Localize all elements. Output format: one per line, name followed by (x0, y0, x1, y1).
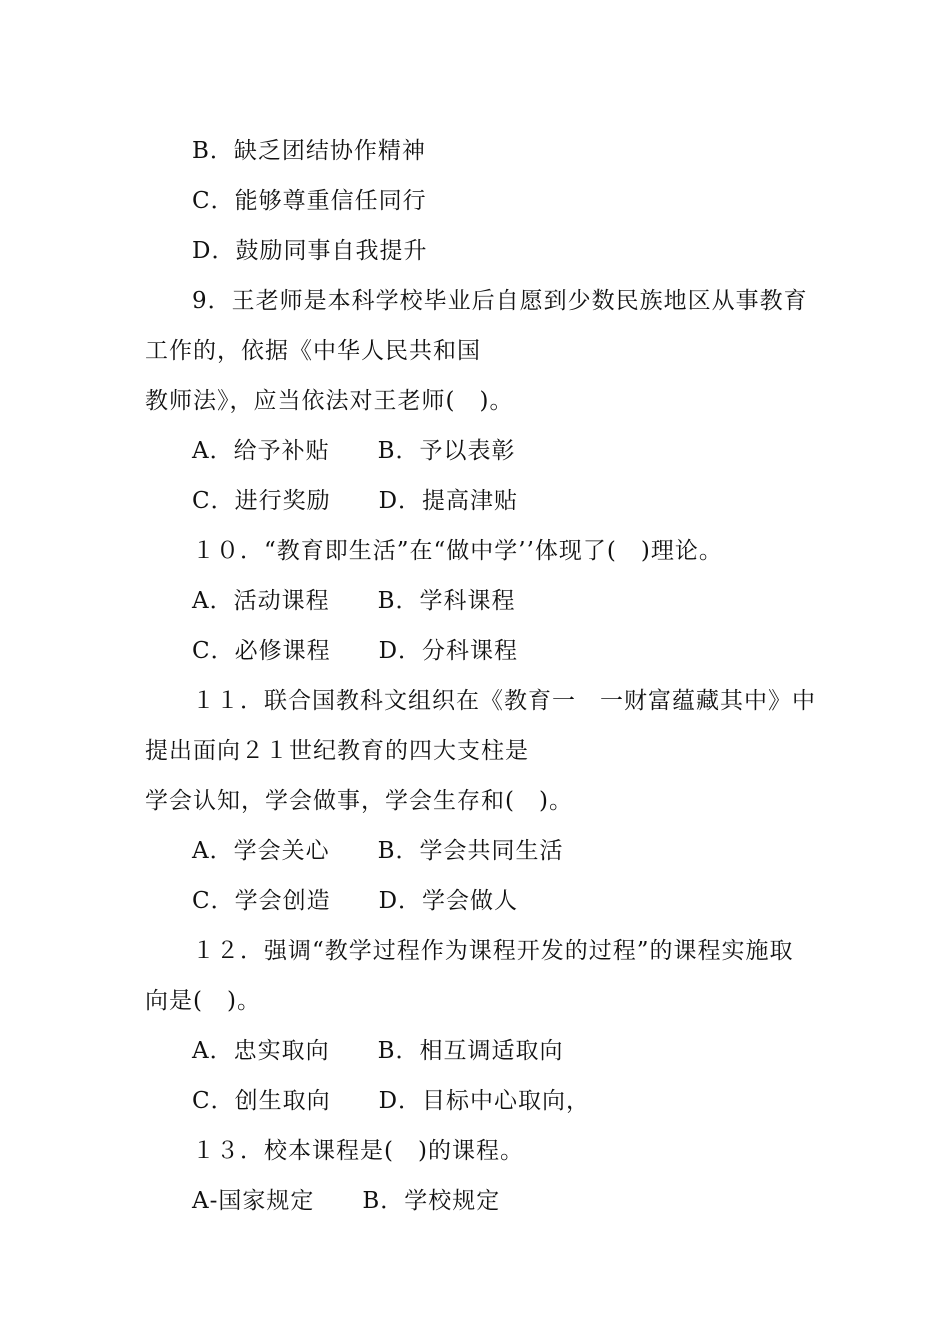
question-11-line-2: 提出面向２１世纪教育的四大支柱是 (145, 738, 529, 764)
options-ab-q13: A-国家规定 B．学校规定 (192, 1188, 501, 1214)
question-9-line-1: 9．王老师是本科学校毕业后自愿到少数民族地区从事教育 (192, 288, 808, 314)
question-12-line-1: １２．强调“教学过程作为课程开发的过程”的课程实施取 (192, 938, 794, 964)
question-11-line-3: 学会认知，学会做事，学会生存和( )。 (145, 788, 573, 814)
options-cd-q12: C．创生取向 D．目标中心取向， (192, 1088, 591, 1114)
question-9-line-3: 教师法》，应当依法对王老师( )。 (145, 388, 514, 414)
options-cd-q11: C．学会创造 D．学会做人 (192, 888, 519, 914)
options-cd-q9: C．进行奖励 D．提高津贴 (192, 488, 519, 514)
question-11-line-1: １１．联合国教科文组织在《教育一 一财富蕴藏其中》中 (192, 688, 816, 714)
question-12-line-2: 向是( )。 (145, 988, 261, 1014)
options-ab-q12: A．忠实取向 B．相互调适取向 (192, 1038, 564, 1064)
question-13: １３．校本课程是( )的课程。 (192, 1138, 524, 1164)
option-b-q8: B．缺乏团结协作精神 (192, 138, 426, 164)
question-10: １０．“教育即生活”在“做中学’’体现了( )理论。 (192, 538, 723, 564)
options-ab-q11: A．学会关心 B．学会共同生活 (192, 838, 564, 864)
options-cd-q10: C．必修课程 D．分科课程 (192, 638, 519, 664)
options-ab-q10: A．活动课程 B．学科课程 (192, 588, 516, 614)
option-d-q8: D．鼓励同事自我提升 (192, 238, 428, 264)
question-9-line-2: 工作的，依据《中华人民共和国 (145, 338, 481, 364)
options-ab-q9: A．给予补贴 B．予以表彰 (192, 438, 516, 464)
option-c-q8: C．能够尊重信任同行 (192, 188, 427, 214)
